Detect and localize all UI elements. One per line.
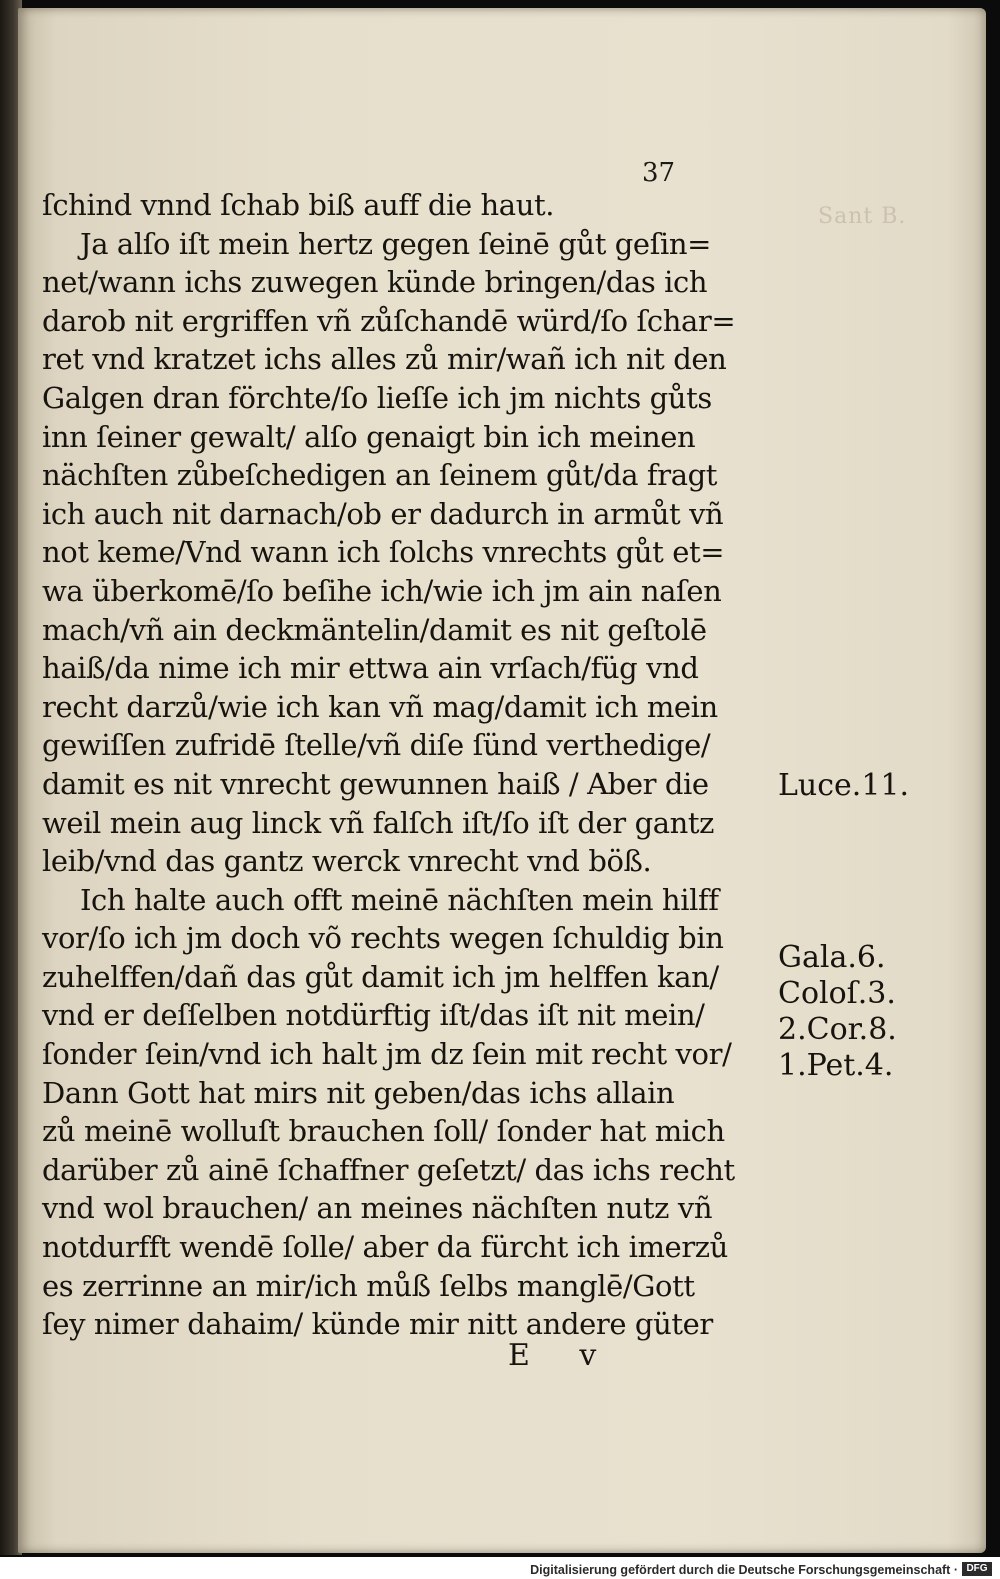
text-line: notdurfft wendē ſolle/ aber da fürcht ich imerzů — [42, 1230, 728, 1265]
text-line: inn ſeiner gewalt/ alſo genaigt bin ich meinen — [42, 419, 696, 454]
margin-note-gala: Gala.6. — [778, 940, 886, 975]
margin-note-pet: 1.Pet.4. — [778, 1048, 894, 1083]
text-line: weil mein aug linck vñ falſch iſt/ſo iſt der gantz — [42, 805, 715, 840]
footer-bar — [0, 1557, 1000, 1579]
text-line: gewiſſen zufridē ſtelle/vñ diſe ſünd verthedige/ — [42, 728, 711, 763]
text-line: damit es nit vnrecht gewunnen haiß / Aber die — [42, 766, 709, 801]
text-line: vnd wol brauchen/ an meines nächſten nutz vñ — [42, 1191, 713, 1226]
text-line: vor/ſo ich jm doch võ rechts wegen ſchuldig bin — [42, 921, 724, 956]
text-line: vnd er deſſelben notdürftig iſt/das iſt nit mein/ — [42, 998, 705, 1033]
text-line: wa überkomē/ſo beſihe ich/wie ich jm ain naſen — [42, 573, 722, 608]
text-line: recht darzů/wie ich kan vñ mag/damit ich mein — [42, 689, 718, 724]
text-line: net/wann ichs zuwegen künde bringen/das ich — [42, 265, 708, 300]
text-line: Ich halte auch offt meinē nächſten mein hilff — [80, 882, 719, 917]
text-line: ſonder ſein/vnd ich halt jm dz ſein mit recht vor/ — [42, 1037, 732, 1072]
text-line: nächſten zůbeſchedigen an ſeinem gůt/da fragt — [42, 458, 718, 493]
page-number: 37 — [642, 158, 676, 188]
margin-note-colos: Coloſ.3. — [778, 976, 896, 1011]
dfg-logo-icon: DFG — [962, 1562, 992, 1576]
text-line: ſey nimer dahaim/ künde mir nitt andere güter — [42, 1307, 713, 1342]
text-line: Galgen dran förchte/ſo lieſſe ich jm nichts gůts — [42, 380, 712, 415]
body-text — [42, 186, 802, 1344]
text-line: haiß/da nime ich mir ettwa ain vrſach/füg vnd — [42, 651, 699, 686]
text-line: es zerrinne an mir/ich můß ſelbs manglē/Gott — [42, 1268, 695, 1303]
text-line: leib/vnd das gantz werck vnrecht vnd böß. — [42, 844, 652, 879]
footer-credit: Digitalisierung gefördert durch die Deutsche Forschungsgemeinschaft · — [530, 1563, 958, 1577]
text-line: darüber zů ainē ſchaffner geſetzt/ das ichs recht — [42, 1152, 735, 1187]
text-line: Ja alſo iſt mein hertz gegen ſeinē gůt geſin= — [80, 226, 712, 261]
text-line: not keme/Vnd wann ich ſolchs vnrechts gůt et= — [42, 535, 725, 570]
paper-page — [18, 8, 986, 1553]
margin-note-luce: Luce.11. — [778, 768, 910, 803]
margin-note-cor: 2.Cor.8. — [778, 1012, 897, 1047]
text-line: darob nit ergriffen vñ zůſchandē würd/ſo ſchar= — [42, 303, 736, 338]
text-line: ich auch nit darnach/ob er dadurch in armůt vñ — [42, 496, 724, 531]
bleed-through-text: Sant B. — [818, 204, 907, 229]
text-line: ret vnd kratzet ichs alles zů mir/wañ ich nit den — [42, 342, 727, 377]
signature-mark: E v — [508, 1338, 617, 1373]
text-line: Dann Gott hat mirs nit geben/das ichs allain — [42, 1075, 675, 1110]
text-line: zů meinē wolluſt brauchen ſoll/ ſonder hat mich — [42, 1114, 725, 1149]
text-line: zuhelffen/dañ das gůt damit ich jm helffen kan/ — [42, 959, 719, 994]
text-line: mach/vñ ain deckmäntelin/damit es nit geſtolē — [42, 612, 707, 647]
text-line: ſchind vnnd ſchab biß auff die haut. — [42, 188, 555, 222]
